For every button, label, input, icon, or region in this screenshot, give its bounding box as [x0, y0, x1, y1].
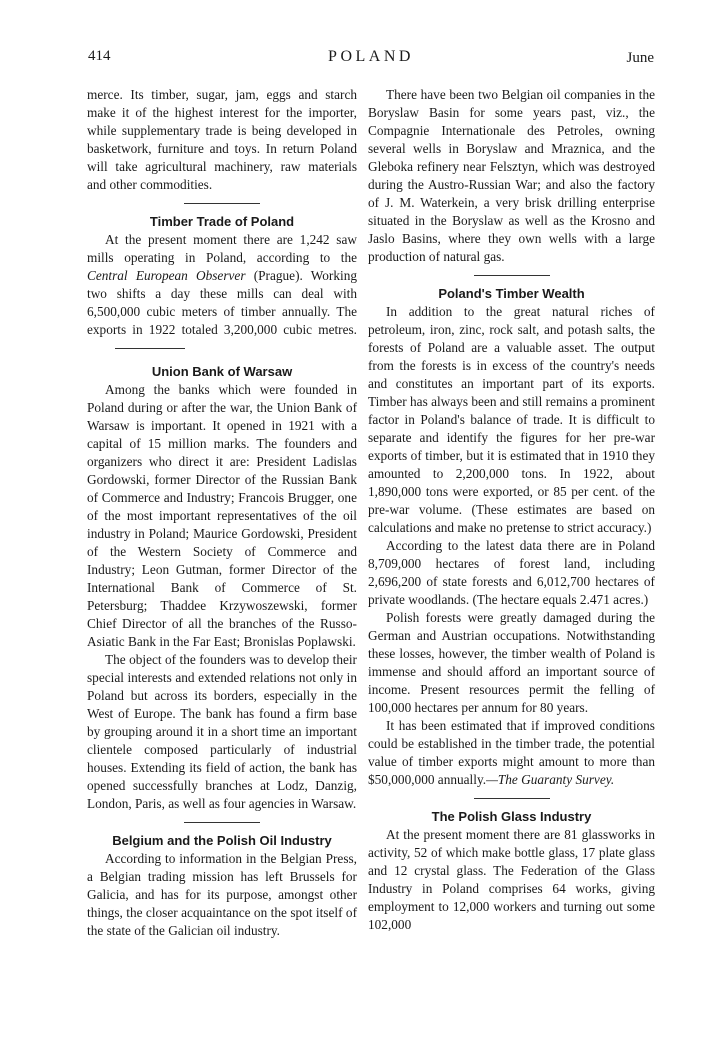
timber-trade-paragraph [87, 231, 357, 357]
timber-trade-text-a: At the present moment there are 1,242 saw mills operating in Poland, according to the [87, 232, 357, 265]
right-column [368, 86, 655, 934]
belgian-companies-paragraph: There have been two Belgian oil companies in the Boryslaw Basin for some years past, viz., the Compagnie Internationale des Petroles, owning several wells in Boryslaw and Mraznica, and the Gleboka refinery near Felsztyn, which was destroyed during the Austro-Russian War; and also the factory of J. M. Waterkein, a very brisk drilling enterprise situated in the Boryslaw as well as the Krosno and Jaslo Basins, where they own wells with a large production of natural gas. [368, 87, 655, 264]
source-citation: Central European Observer [87, 268, 246, 283]
running-header [88, 48, 654, 72]
running-title: POLAND [328, 48, 414, 65]
heading-timber-trade: Timber Trade of Poland [149, 214, 295, 229]
timber-wealth-text: It has been estimated that if improved conditions could be established in the timber trade, the potential value of timber exports might amount to more than $50,000,000 annually. [368, 718, 655, 787]
heading-union-bank: Union Bank of Warsaw [151, 364, 293, 379]
timber-trade-text-b: (Prague). Working two shifts a day these mills can deal with 6,500,000 cubic meters of timber annually. The exports in 1922 totaled 3,200,000 cubic metres. [87, 268, 357, 337]
heading-glass-industry: The Polish Glass Industry [431, 809, 592, 824]
section-divider [184, 822, 260, 823]
continued-paragraph: merce. Its timber, sugar, jam, eggs and starch make it of the highest interest for the importer, while supplementary trade is being developed in basketwork, furniture and toys. In return Poland will take agricultural machinery, raw materials and other commodities. [87, 87, 357, 192]
left-column [87, 86, 357, 940]
timber-wealth-paragraph-4 [368, 717, 655, 789]
section-divider [184, 203, 260, 204]
issue-month: June [626, 50, 654, 66]
heading-timber-wealth: Poland's Timber Wealth [438, 286, 585, 301]
section-divider [115, 348, 185, 349]
union-bank-paragraph-2: The object of the founders was to develop their special interests and extended relations not only in Poland but across its borders, especially in the West of Europe. The bank has found a firm base by grouping around it in a short time an important clientele composed particularly of industrial houses. Extending its field of action, the bank has opened successfully branches at Lodz, Danzig, London, Paris, as well as four agencies in Warsaw. [87, 652, 357, 811]
timber-wealth-paragraph-1: In addition to the great natural riches of petroleum, iron, zinc, rock salt, and potash salts, the forests of Poland are a valuable asset. The output from the forests is in excess of the country's needs and constitutes an important part of its exports. Timber has always been and still remains a prominent factor in Poland's balance of trade. It is difficult to separate and identify the figures for her pre-war exports of timber, but it is estimated that in 1910 they amounted to 2,200,000 tons. In 1922, about 1,890,000 tons were exported, or 85 per cent. of the pre-war volume. (These estimates are based on calculations and make no pretense to strict accuracy.) [368, 304, 655, 535]
belgium-oil-paragraph: According to information in the Belgian Press, a Belgian trading mission has left Brussels for Galicia, and has for its purpose, amongst other things, the closer acquaintance on the spot itself of the state of the Galician oil industry. [87, 851, 357, 938]
timber-wealth-paragraph-3: Polish forests were greatly damaged during the German and Austrian occupations. Notwithstanding these losses, however, the timber wealth of Poland is immense and should afford an important source of income. Present resources permit the felling of 100,000 hectares per annum for 80 years. [368, 610, 655, 715]
union-bank-paragraph-1: Among the banks which were founded in Poland during or after the war, the Union Bank of Warsaw is important. It opened in 1921 with a capital of 15 million marks. The founders and organizers who direct it are: President Ladislas Gordowski, former Director of the Russian Bank of Commerce and Industry; Francois Brugger, one of the most important representatives of the oil industry in Poland; Maurice Gordowski, President of the Western Society of Commerce and Industry; Leon Gutman, former Director of the International Bank of Commerce of St. Petersburg; Thaddee Krzywoszewski, former Chief Director of all the branches of the Russo-Asiatic Bank in the Far East; Bronislas Poplawski. [87, 382, 357, 649]
heading-belgium-oil: Belgium and the Polish Oil Industry [112, 833, 332, 848]
section-divider [474, 275, 550, 276]
timber-wealth-paragraph-2: According to the latest data there are in Poland 8,709,000 hectares of forest land, including 2,696,200 of state forests and 6,012,700 hectares of private woodlands. (The hectare equals 2.471 acres.) [368, 538, 655, 607]
glass-industry-paragraph: At the present moment there are 81 glassworks in activity, 52 of which make bottle glass, 17 plate glass and 12 crystal glass. The Federation of the Glass Industry in Poland comprises 64 works, giving employment to 12,000 workers and turning out some 102,000 [368, 827, 655, 932]
page-number: 414 [88, 48, 111, 64]
section-divider [474, 798, 550, 799]
source-citation: —The Guaranty Survey. [486, 772, 615, 787]
